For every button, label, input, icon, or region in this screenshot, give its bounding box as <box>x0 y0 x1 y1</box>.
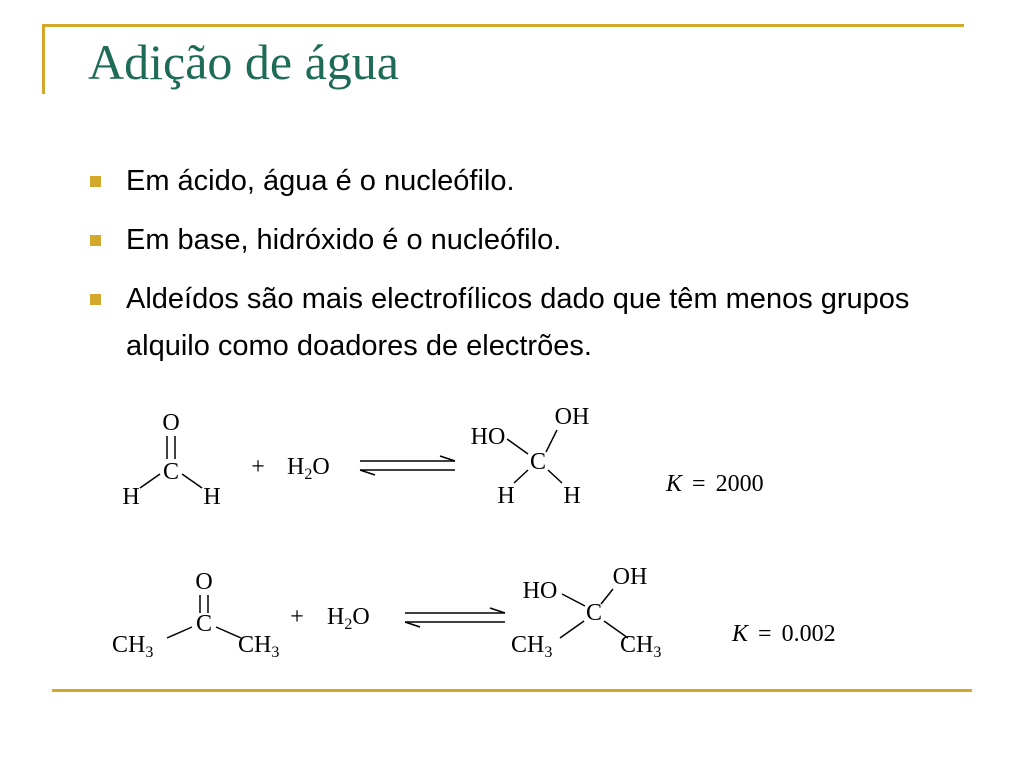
atom-oxygen: O <box>195 569 213 595</box>
equilibrium-arrow-icon <box>360 456 455 475</box>
plus-sign: + <box>290 604 304 630</box>
water-formula: H2O <box>287 454 330 483</box>
slide-title: Adição de água <box>88 34 399 90</box>
bond-line <box>514 470 528 483</box>
hydroxyl-group: OH <box>612 564 648 590</box>
equilibrium-constant: K = 0.002 <box>732 621 836 647</box>
water-formula: H2O <box>327 604 370 633</box>
hydroxyl-group: OH <box>554 404 590 430</box>
atom-hydrogen: H <box>122 484 140 510</box>
atom-carbon: C <box>585 600 603 626</box>
bullet-text: Em ácido, água é o nucleófilo. <box>126 165 515 197</box>
bond-line <box>548 470 562 483</box>
atom-carbon: C <box>195 611 213 637</box>
methyl-group: CH3 <box>238 632 280 661</box>
formaldehyde-reactant <box>122 410 220 510</box>
methyl-group: CH3 <box>511 632 553 661</box>
bond-line <box>507 439 528 454</box>
bond-line <box>167 627 192 638</box>
plus-sign: + <box>251 454 265 480</box>
atom-carbon: C <box>529 449 547 475</box>
bond-line <box>601 589 613 604</box>
equilibrium-constant: K = 2000 <box>666 471 764 497</box>
atom-hydrogen: H <box>497 483 515 509</box>
atom-oxygen: O <box>162 410 180 436</box>
acetone-reactant <box>112 569 279 661</box>
hydroxyl-group: HO <box>522 578 558 604</box>
hydrate-product <box>511 564 661 661</box>
hydrate-product <box>471 404 590 509</box>
bond-line <box>140 474 160 488</box>
atom-carbon: C <box>162 459 180 485</box>
reaction-2 <box>112 564 836 661</box>
bond-line <box>182 474 202 488</box>
bond-line <box>560 621 584 638</box>
bullet-text: Em base, hidróxido é o nucleófilo. <box>126 224 562 256</box>
bond-line <box>546 430 557 452</box>
frame-bottom-line <box>52 689 972 692</box>
reaction-1 <box>122 404 763 510</box>
methyl-group: CH3 <box>112 632 154 661</box>
atom-hydrogen: H <box>203 484 221 510</box>
atom-hydrogen: H <box>563 483 581 509</box>
methyl-group: CH3 <box>620 632 662 661</box>
bullet-text: Aldeídos são mais electrofílicos dado que têm menos grupos alquilo como doadores de electrões. <box>126 283 910 362</box>
bond-line <box>562 594 585 606</box>
equilibrium-arrow-icon <box>405 608 505 627</box>
hydroxyl-group: HO <box>470 424 506 450</box>
